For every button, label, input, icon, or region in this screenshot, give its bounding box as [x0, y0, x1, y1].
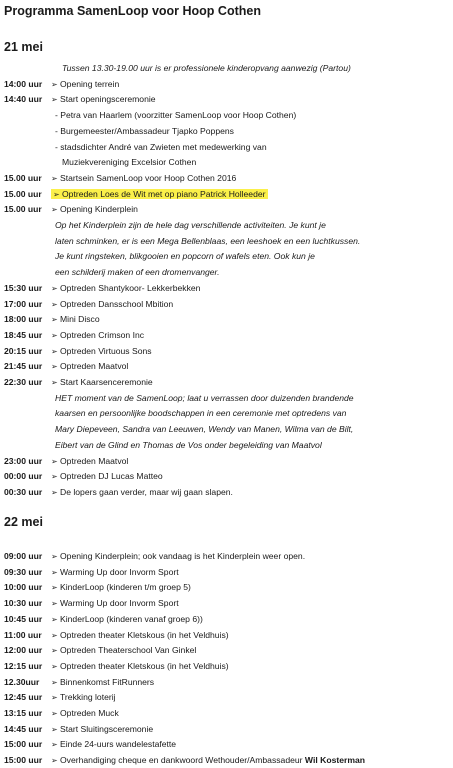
event-description — [55, 249, 315, 264]
event-description — [51, 580, 191, 595]
event-description — [51, 628, 229, 643]
day-heading-22-mei: 22 mei — [4, 515, 43, 529]
arrow-bullet-icon: ➢ — [51, 79, 58, 89]
event-description — [51, 722, 153, 737]
schedule-row — [0, 92, 453, 107]
arrow-bullet-icon: ➢ — [51, 661, 58, 671]
description-line — [0, 124, 453, 139]
arrow-bullet-icon: ➢ — [53, 189, 60, 199]
event-text: KinderLoop (kinderen t/m groep 5) — [60, 582, 191, 593]
description-line — [0, 108, 453, 123]
schedule-row — [0, 77, 453, 92]
event-description — [55, 406, 346, 421]
schedule-row — [0, 690, 453, 705]
event-description — [51, 359, 128, 374]
schedule-row — [0, 706, 453, 721]
event-description — [55, 140, 267, 155]
event-text: Opening terrein — [60, 78, 120, 89]
schedule-row — [0, 628, 453, 643]
event-text: Opening Kinderplein; ook vandaag is het Kinderplein weer open. — [60, 551, 306, 561]
event-text: Optreden Maatvol — [60, 455, 129, 466]
event-description — [51, 706, 119, 721]
event-text: Optreden Muck — [60, 708, 119, 718]
event-text: Warming Up door Invorm Sport — [60, 566, 179, 577]
schedule-row — [0, 643, 453, 658]
time-label: 15:00 uur — [4, 755, 43, 766]
event-description — [51, 187, 268, 202]
arrow-bullet-icon: ➢ — [51, 693, 58, 703]
description-line — [0, 218, 453, 233]
description-line — [0, 234, 453, 249]
event-text: Mary Diepeveen, Sandra van Leeuwen, Wendy van Manen, Wilma van de Bilt, — [55, 424, 354, 435]
event-description — [62, 155, 196, 170]
event-description — [51, 659, 229, 674]
schedule-row — [0, 612, 453, 627]
event-description — [51, 737, 176, 752]
event-text: - stadsdichter André van Zwieten met medewerking van — [55, 141, 267, 152]
arrow-bullet-icon: ➢ — [51, 330, 58, 340]
event-description — [51, 549, 305, 564]
event-description — [51, 565, 179, 580]
intro-line — [0, 61, 453, 76]
description-line — [0, 391, 453, 406]
schedule-row — [0, 281, 453, 296]
event-text: Optreden Theaterschool Van Ginkel — [60, 645, 197, 656]
schedule-row — [0, 187, 453, 202]
event-text: Optreden Dansschool Mbition — [60, 298, 174, 309]
time-label: 15:00 uur — [4, 739, 43, 750]
event-description — [51, 297, 173, 312]
event-text: Start Sluitingsceremonie — [60, 723, 154, 734]
schedule-row — [0, 596, 453, 611]
event-text: Optreden Shantykoor- Lekkerbekken — [60, 282, 201, 293]
schedule-row — [0, 375, 453, 390]
intro-text: Tussen 13.30-19.00 uur is er professionele kinderopvang aanwezig (Partou) — [62, 63, 351, 73]
schedule-row — [0, 344, 453, 359]
event-text: Start Kaarsenceremonie — [60, 377, 153, 387]
arrow-bullet-icon: ➢ — [51, 362, 58, 372]
schedule-row — [0, 485, 453, 500]
event-text: De lopers gaan verder, maar wij gaan slapen. — [60, 486, 233, 497]
schedule-row — [0, 549, 453, 564]
arrow-bullet-icon: ➢ — [51, 315, 58, 325]
event-text: KinderLoop (kinderen vanaf groep 6)) — [60, 613, 203, 624]
event-description — [51, 92, 156, 107]
time-label: 14:45 uur — [4, 723, 43, 734]
schedule-row — [0, 328, 453, 343]
event-text: Opening Kinderplein — [60, 204, 138, 215]
schedule-row — [0, 565, 453, 580]
time-label: 10:45 uur — [4, 613, 43, 624]
arrow-bullet-icon: ➢ — [51, 346, 58, 356]
arrow-bullet-icon: ➢ — [51, 614, 58, 624]
schedule-row — [0, 659, 453, 674]
event-text: Optreden theater Kletskous (in het Veldhuis) — [60, 629, 229, 640]
event-text: Optreden Maatvol — [60, 361, 129, 372]
arrow-bullet-icon: ➢ — [51, 756, 58, 766]
arrow-bullet-icon: ➢ — [51, 95, 58, 105]
time-label: 12.30uur — [4, 676, 40, 687]
event-text: Optreden Loes de Wit met op piano Patrick Holleeder — [62, 188, 266, 199]
time-label: 12:45 uur — [4, 692, 43, 703]
event-description — [55, 108, 296, 123]
event-text: Optreden theater Kletskous (in het Veldhuis) — [60, 660, 229, 671]
event-description — [55, 265, 220, 280]
schedule-row — [0, 202, 453, 217]
event-description — [51, 753, 365, 768]
time-label: 13:15 uur — [4, 708, 43, 718]
event-description — [51, 312, 100, 327]
event-description — [55, 438, 322, 453]
description-line — [0, 155, 453, 170]
schedule-row — [0, 469, 453, 484]
event-description — [51, 171, 236, 186]
event-description — [51, 328, 144, 343]
event-description — [55, 218, 326, 233]
time-label: 00:30 uur — [4, 486, 43, 497]
schedule-row — [0, 454, 453, 469]
description-line — [0, 249, 453, 264]
time-label: 18:00 uur — [4, 314, 43, 325]
highlighted-event — [51, 189, 268, 199]
day-heading-21-mei: 21 mei — [4, 40, 43, 54]
schedule-row — [0, 171, 453, 186]
time-label: 15.00 uur — [4, 172, 42, 183]
event-text: Eibert van de Glind en Thomas de Vos onder begeleiding van Maatvol — [55, 439, 322, 450]
event-text: Warming Up door Invorm Sport — [60, 598, 179, 609]
schedule-row — [0, 753, 453, 768]
schedule-row — [0, 297, 453, 312]
event-description — [51, 344, 152, 359]
event-description — [51, 643, 196, 658]
arrow-bullet-icon: ➢ — [51, 283, 58, 293]
schedule-row — [0, 312, 453, 327]
arrow-bullet-icon: ➢ — [51, 472, 58, 482]
arrow-bullet-icon: ➢ — [51, 740, 58, 750]
arrow-bullet-icon: ➢ — [51, 378, 58, 387]
time-label: 11:00 uur — [4, 629, 42, 640]
event-text: Startsein SamenLoop voor Hoop Cothen 2016 — [60, 172, 237, 183]
time-label: 14:00 uur — [4, 78, 43, 89]
event-description — [55, 391, 354, 406]
event-text-bold: Wil Kosterman — [304, 755, 366, 766]
arrow-bullet-icon: ➢ — [51, 646, 58, 656]
schedule-row — [0, 359, 453, 374]
event-text: Mini Disco — [60, 314, 100, 325]
event-text: laten schminken, er is een Mega Bellenblaas, een leeshoek en een luchtkussen. — [55, 235, 361, 246]
event-text: - Petra van Haarlem (voorzitter SamenLoop voor Hoop Cothen) — [55, 110, 297, 121]
time-label: 00:00 uur — [4, 471, 43, 482]
event-description — [51, 690, 116, 705]
event-description — [51, 375, 153, 390]
event-text: Overhandiging cheque en dankwoord Wethouder/Ambassadeur — [60, 755, 305, 766]
time-label: 12:15 uur — [4, 660, 43, 671]
event-text: Optreden Virtuous Sons — [60, 345, 152, 356]
time-label: 20:15 uur — [4, 345, 43, 356]
time-label: 17:00 uur — [4, 298, 43, 309]
event-description — [55, 124, 234, 139]
event-description — [51, 675, 154, 690]
event-description — [51, 281, 200, 296]
event-description — [51, 469, 163, 484]
schedule-row — [0, 580, 453, 595]
description-line — [0, 140, 453, 155]
description-line — [0, 265, 453, 280]
event-text: een schilderij maken of een dromenvanger. — [55, 267, 220, 278]
time-label: 18:45 uur — [4, 329, 43, 340]
event-text: Start openingsceremonie — [60, 94, 156, 105]
description-line — [0, 422, 453, 437]
time-label: 09:30 uur — [4, 566, 43, 577]
time-label: 23:00 uur — [4, 455, 43, 466]
event-description — [55, 234, 360, 249]
event-text: Trekking loterij — [60, 692, 116, 703]
schedule-row — [0, 737, 453, 752]
event-description — [51, 485, 233, 500]
event-description — [51, 202, 138, 217]
event-text: Einde 24-uurs wandelestafette — [60, 739, 177, 750]
time-label: 15:30 uur — [4, 282, 43, 293]
event-text: HET moment van de SamenLoop; laat u verrassen door duizenden brandende — [55, 392, 354, 403]
arrow-bullet-icon: ➢ — [51, 299, 58, 309]
arrow-bullet-icon: ➢ — [51, 567, 58, 577]
event-text: Binnenkomst FitRunners — [60, 676, 155, 687]
event-text: Je kunt ringsteken, blikgooien en popcorn of wafels eten. Ook kun je — [55, 251, 315, 262]
arrow-bullet-icon: ➢ — [51, 173, 58, 183]
event-text: Muziekvereniging Excelsior Cothen — [62, 157, 197, 168]
time-label: 09:00 uur — [4, 551, 43, 561]
time-label: 12:00 uur — [4, 645, 43, 656]
time-label: 22:30 uur — [4, 377, 43, 387]
time-label: 15.00 uur — [4, 188, 42, 199]
arrow-bullet-icon: ➢ — [51, 205, 58, 215]
arrow-bullet-icon: ➢ — [51, 724, 58, 734]
arrow-bullet-icon: ➢ — [51, 677, 58, 687]
time-label: 10:00 uur — [4, 582, 43, 593]
time-label: 15.00 uur — [4, 204, 42, 215]
event-text: kaarsen en persoonlijke boodschappen in een ceremonie met optredens van — [55, 408, 347, 419]
arrow-bullet-icon: ➢ — [51, 487, 58, 497]
event-description — [51, 454, 128, 469]
time-label: 21:45 uur — [4, 361, 43, 372]
event-text: Op het Kinderplein zijn de hele dag verschillende activiteiten. Je kunt je — [55, 220, 326, 230]
schedule-row — [0, 675, 453, 690]
event-text: - Burgemeester/Ambassadeur Tjapko Poppens — [55, 125, 234, 136]
page-title: Programma SamenLoop voor Hoop Cothen — [4, 4, 261, 18]
event-description — [51, 77, 119, 92]
schedule-row — [0, 722, 453, 737]
event-description — [51, 612, 203, 627]
arrow-bullet-icon: ➢ — [51, 552, 58, 561]
event-description — [51, 596, 179, 611]
event-text: Optreden Crimson Inc — [60, 329, 145, 340]
time-label: 14:40 uur — [4, 94, 43, 105]
description-line — [0, 438, 453, 453]
event-description — [55, 422, 353, 437]
time-label: 10:30 uur — [4, 598, 43, 609]
arrow-bullet-icon: ➢ — [51, 709, 58, 718]
arrow-bullet-icon: ➢ — [51, 630, 58, 640]
description-line — [0, 406, 453, 421]
event-text: Optreden DJ Lucas Matteo — [60, 471, 163, 482]
arrow-bullet-icon: ➢ — [51, 583, 58, 593]
arrow-bullet-icon: ➢ — [51, 456, 58, 466]
arrow-bullet-icon: ➢ — [51, 599, 58, 609]
